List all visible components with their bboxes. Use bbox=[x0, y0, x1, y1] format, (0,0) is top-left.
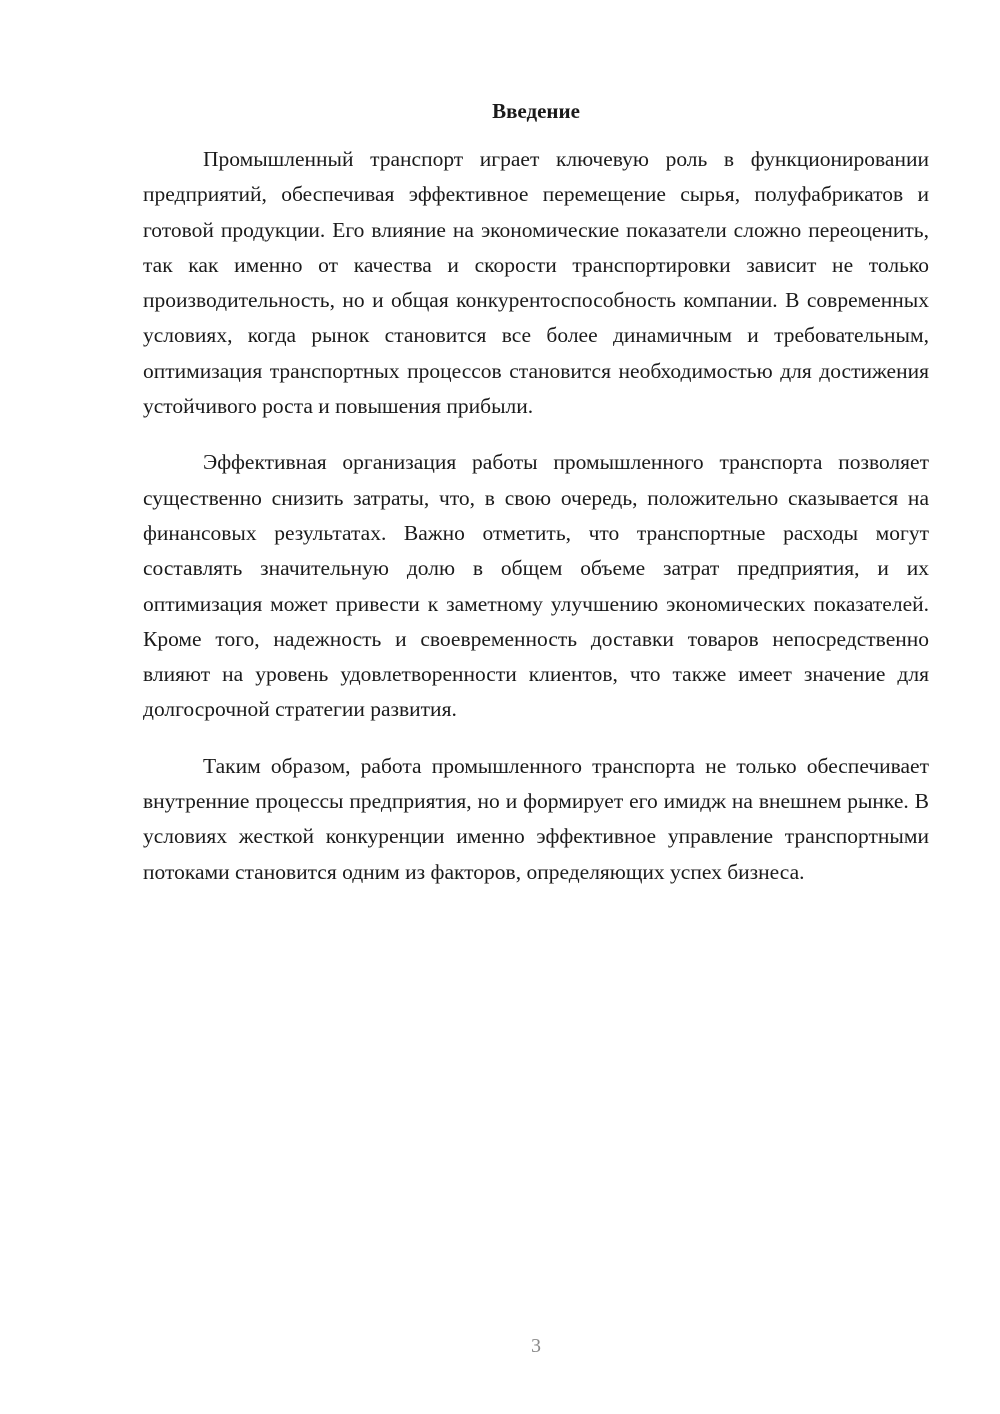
page-number: 3 bbox=[531, 1335, 541, 1357]
paragraph-1: Промышленный транспорт играет ключевую роль в функционировании предприятий, обеспечивая эффективное перемещение сырья, полуфабрикатов и готовой продукции. Его влияние на экономические показатели сложно переоценить, так как именно от качества и скорости транспортировки зависит не только производительность, но и общая конкурентоспособность компании. В современных условиях, когда рынок становится все более динамичным и требовательным, оптимизация транспортных процессов становится необходимостью для достижения устойчивого роста и повышения прибыли. bbox=[143, 147, 929, 419]
section-heading: Введение bbox=[492, 99, 580, 123]
paragraph-2: Эффективная организация работы промышленного транспорта позволяет существенно снизить затраты, что, в свою очередь, положительно сказывается на финансовых результатах. Важно отметить, что транспортные расходы могут составлять значительную долю в общем объеме затрат предприятия, и их оптимизация может привести к заметному улучшению экономических показателей. Кроме того, надежность и своевременность доставки товаров непосредственно влияют на уровень удовлетворенности клиентов, что также имеет значение для долгосрочной стратегии развития. bbox=[143, 450, 929, 722]
body-text bbox=[143, 142, 929, 911]
paragraph-3: Таким образом, работа промышленного транспорта не только обеспечивает внутренние процессы предприятия, но и формирует его имидж на внешнем рынке. В условиях жесткой конкуренции именно эффективное управление транспортными потоками становится одним из факторов, определяющих успех бизнеса. bbox=[143, 753, 929, 884]
